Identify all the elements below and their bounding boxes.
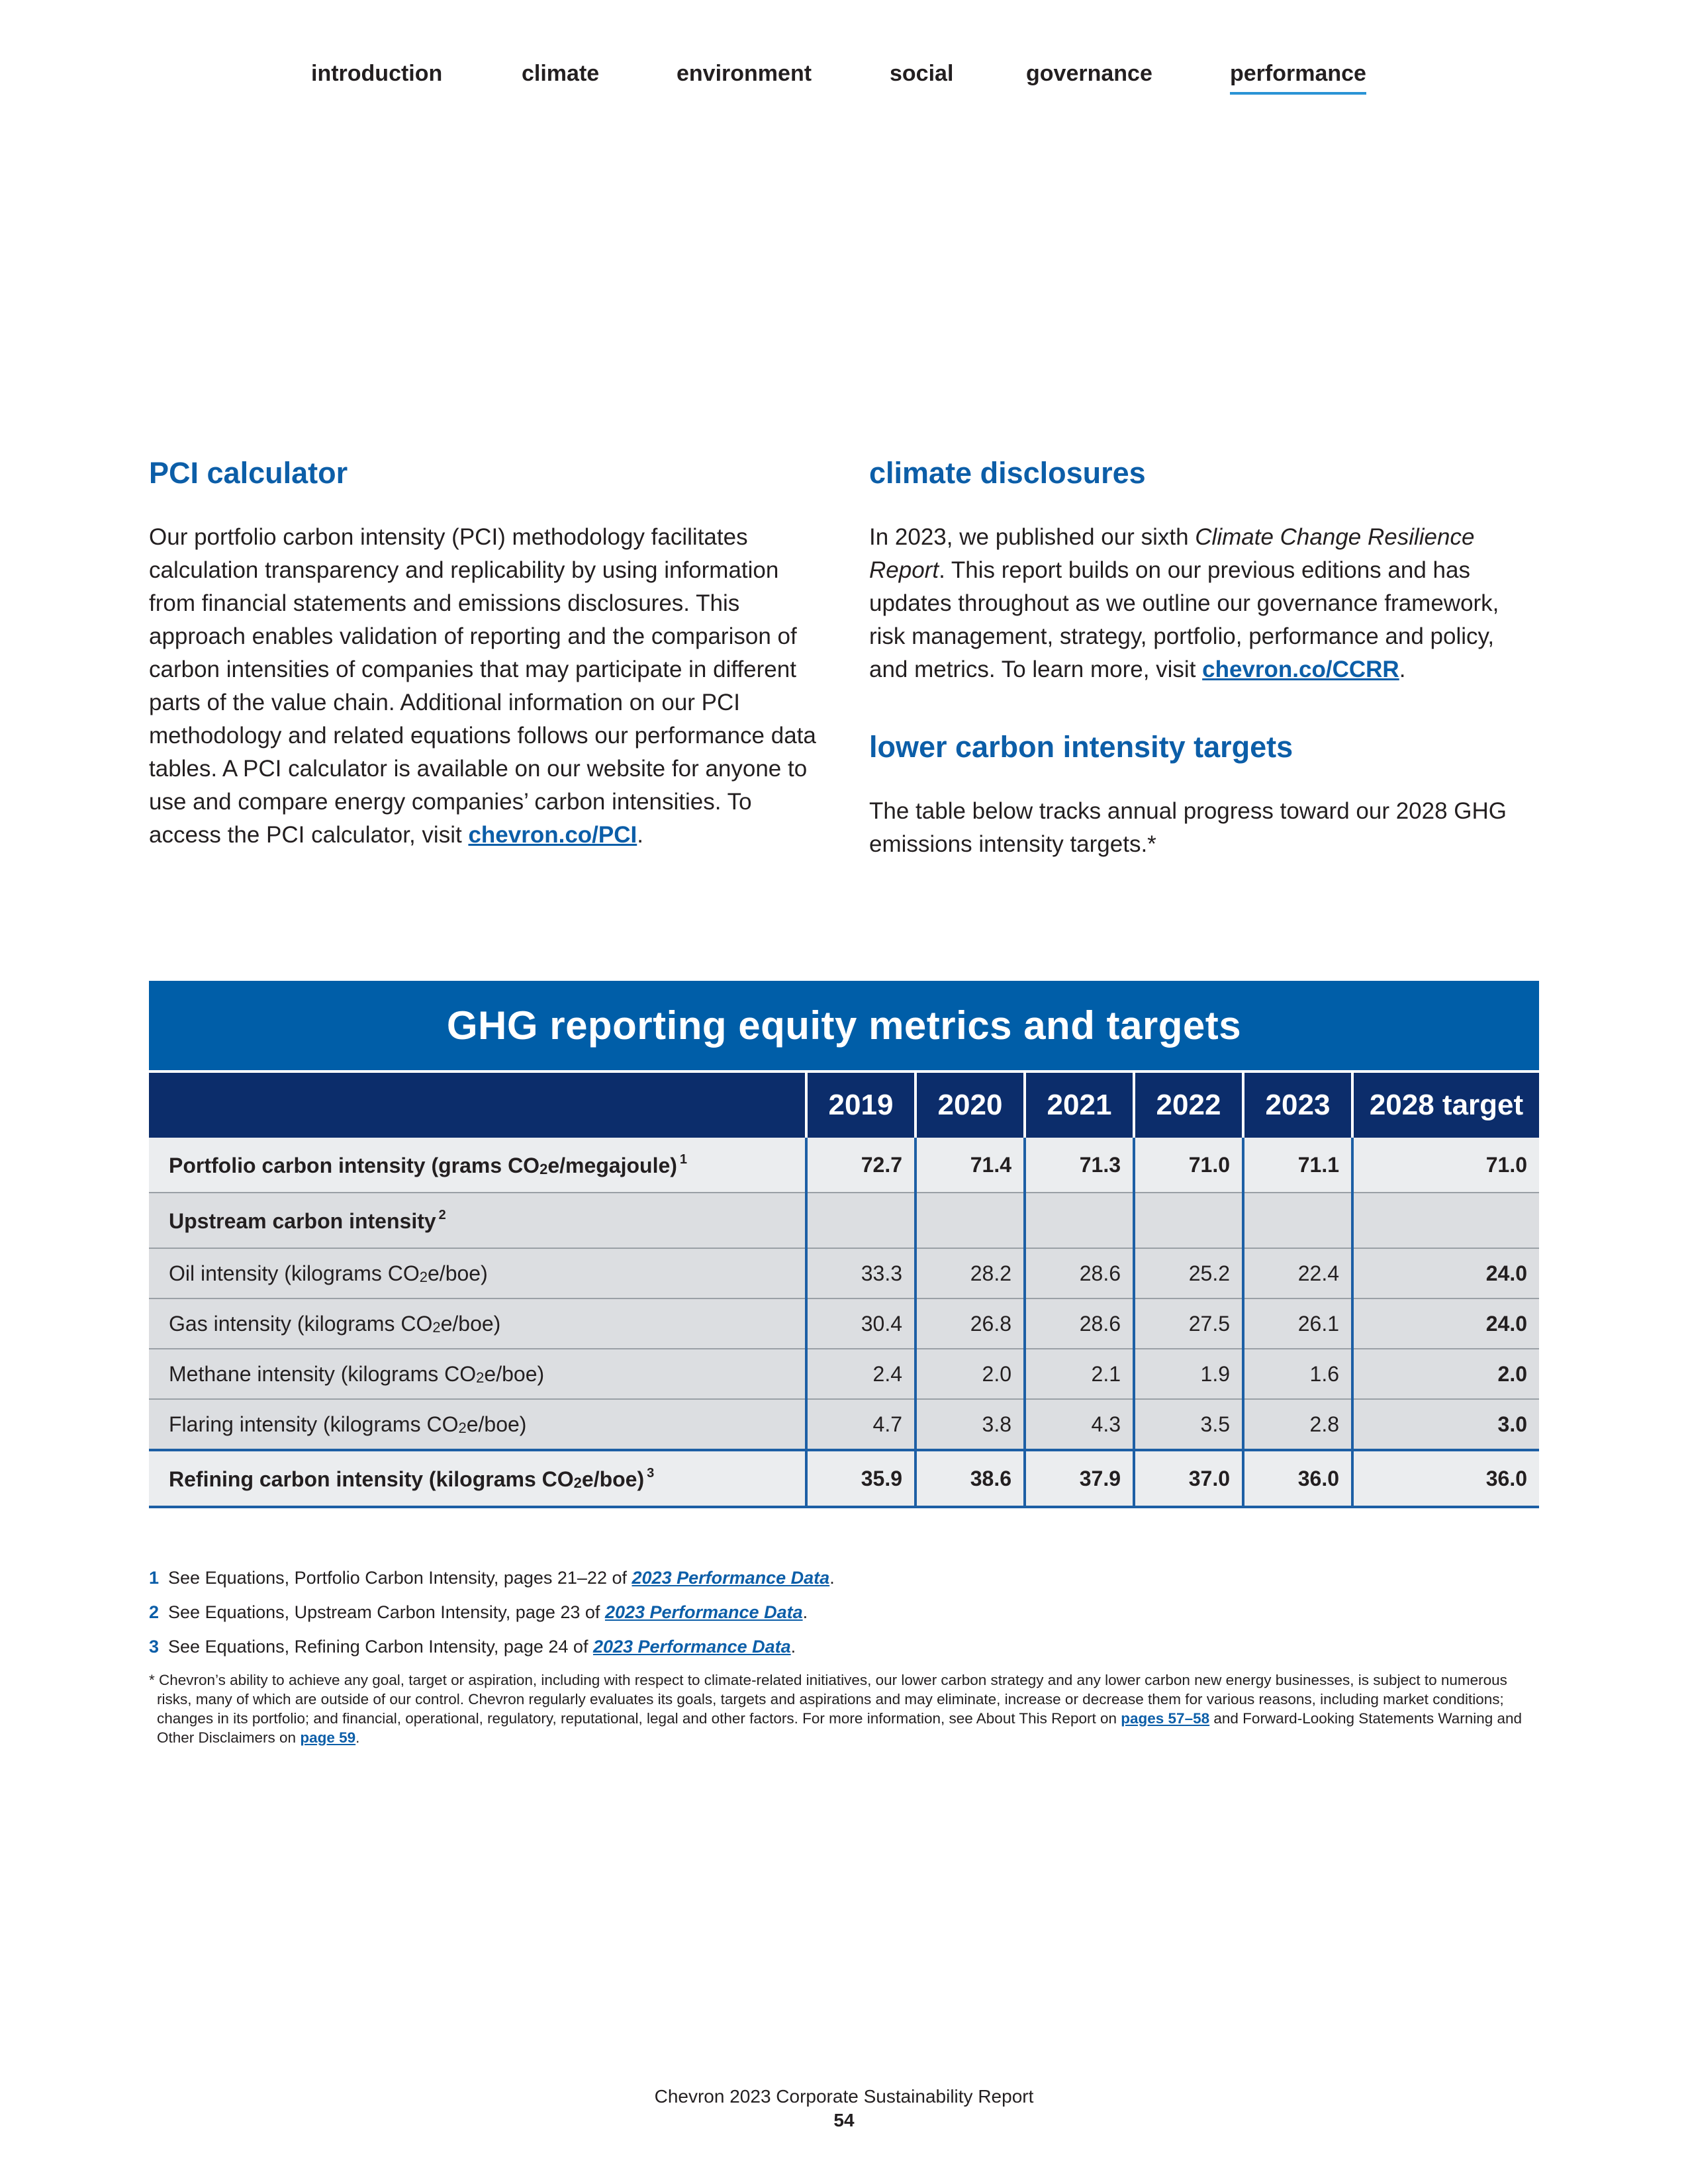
row-label-unit: e/boe) bbox=[581, 1467, 645, 1491]
value-cell: 71.3 bbox=[1025, 1138, 1134, 1193]
value-cell: 24.0 bbox=[1352, 1298, 1539, 1349]
disclaimer-end: . bbox=[355, 1729, 360, 1746]
disclaimer-link-about[interactable]: pages 57–58 bbox=[1121, 1710, 1210, 1727]
footnote-text: See Equations, Portfolio Carbon Intensity, pages 21–22 of bbox=[168, 1568, 627, 1588]
value-cell: 1.6 bbox=[1243, 1349, 1352, 1399]
value-cell: 28.6 bbox=[1025, 1298, 1134, 1349]
page-number: 54 bbox=[833, 2110, 855, 2130]
table-row bbox=[149, 1349, 1539, 1399]
row-label bbox=[149, 1193, 806, 1248]
row-label-unit: e/boe) bbox=[440, 1311, 501, 1336]
footnote-3 bbox=[149, 1629, 1539, 1664]
disclaimer-link-disclaimers[interactable]: page 59 bbox=[300, 1729, 356, 1746]
value-cell: 71.1 bbox=[1243, 1138, 1352, 1193]
subscript-2: 2 bbox=[539, 1160, 548, 1177]
value-cell: 37.0 bbox=[1134, 1450, 1243, 1507]
footnote-link[interactable]: 2023 Performance Data bbox=[632, 1568, 830, 1588]
value-cell: 35.9 bbox=[806, 1450, 915, 1507]
footnote-1 bbox=[149, 1561, 1539, 1595]
value-cell: 24.0 bbox=[1352, 1248, 1539, 1298]
value-cell: 3.0 bbox=[1352, 1399, 1539, 1450]
ghg-metrics-table bbox=[149, 981, 1539, 1508]
subscript-2: 2 bbox=[476, 1369, 485, 1386]
value-cell: 33.3 bbox=[806, 1248, 915, 1298]
value-cell: 22.4 bbox=[1243, 1248, 1352, 1298]
pci-heading: PCI calculator bbox=[149, 456, 348, 490]
pci-body-end: . bbox=[637, 822, 643, 848]
value-cell: 26.1 bbox=[1243, 1298, 1352, 1349]
footnote-marker: 1 bbox=[679, 1152, 688, 1167]
value-cell: 28.6 bbox=[1025, 1248, 1134, 1298]
metrics-table bbox=[149, 1070, 1539, 1508]
value-cell: 71.0 bbox=[1134, 1138, 1243, 1193]
value-cell bbox=[806, 1193, 915, 1248]
row-label-unit: e/boe) bbox=[466, 1412, 527, 1436]
footnote-link[interactable]: 2023 Performance Data bbox=[592, 1637, 791, 1657]
value-cell: 38.6 bbox=[915, 1450, 1025, 1507]
row-label-text: Gas intensity (kilograms CO bbox=[169, 1311, 433, 1336]
ccrr-title: Climate Change Resilience Report bbox=[869, 524, 1475, 583]
row-label bbox=[149, 1248, 806, 1298]
lower-carbon-body: The table below tracks annual progress toward our 2028 GHG emissions intensity targets.* bbox=[869, 798, 1507, 857]
value-cell: 72.7 bbox=[806, 1138, 915, 1193]
climate-disclosures-section bbox=[869, 453, 1538, 861]
footnote-text: See Equations, Upstream Carbon Intensity, page 23 of bbox=[168, 1602, 600, 1622]
row-label-text: Methane intensity (kilograms CO bbox=[169, 1361, 477, 1386]
ccrr-post: . This report builds on our previous editions and has updates throughout as we outline our governance framework, risk management, strategy, portfolio, performance and policy, and metrics. To learn more, visit bbox=[869, 557, 1499, 682]
table-title: GHG reporting equity metrics and targets bbox=[149, 981, 1539, 1070]
lower-carbon-heading: lower carbon intensity targets bbox=[869, 730, 1293, 764]
row-label-text: Refining carbon intensity (kilograms CO bbox=[169, 1467, 574, 1491]
row-label bbox=[149, 1399, 806, 1450]
top-nav bbox=[0, 61, 1688, 101]
climate-disclosures-body bbox=[869, 521, 1538, 686]
pci-calculator-section bbox=[149, 453, 818, 852]
footer-title: Chevron 2023 Corporate Sustainability Report bbox=[654, 2086, 1034, 2107]
footnote-end: . bbox=[802, 1602, 808, 1622]
row-label-unit: e/megajoule) bbox=[547, 1153, 677, 1177]
disclaimer-mid: and Forward-Looking Statements Warning and Other Disclaimers on bbox=[157, 1710, 1523, 1746]
nav-governance[interactable]: governance bbox=[1026, 61, 1152, 86]
header-2021: 2021 bbox=[1025, 1071, 1134, 1138]
table-row bbox=[149, 1248, 1539, 1298]
value-cell bbox=[1025, 1193, 1134, 1248]
value-cell: 36.0 bbox=[1352, 1450, 1539, 1507]
row-label-text: Portfolio carbon intensity (grams CO bbox=[169, 1153, 540, 1177]
header-2020: 2020 bbox=[915, 1071, 1025, 1138]
value-cell: 2.1 bbox=[1025, 1349, 1134, 1399]
ccrr-pre: In 2023, we published our sixth bbox=[869, 524, 1189, 550]
climate-disclosures-heading: climate disclosures bbox=[869, 456, 1146, 490]
footnote-link[interactable]: 2023 Performance Data bbox=[604, 1602, 803, 1622]
footnote-number: 2 bbox=[149, 1602, 160, 1622]
pci-body bbox=[149, 521, 818, 852]
row-label-text: Oil intensity (kilograms CO bbox=[169, 1261, 420, 1285]
value-cell bbox=[1134, 1193, 1243, 1248]
subscript-2: 2 bbox=[432, 1318, 441, 1336]
disclaimer-text: * Chevron’s ability to achieve any goal, target or aspiration, including with respect to climate-related initiatives, our lower carbon strategy and any lower carbon new energy businesses, is subject to numerous risks, many of which are outside of our control. Chevron regularly evaluates its goals, targets and aspirations and may eliminate, increase or decrease them for various reasons, including market conditions; changes in its portfolio; and financial, operational, regulatory, reputational, legal and other factors. For more information, see About This Report on bbox=[149, 1672, 1507, 1727]
table-row bbox=[149, 1399, 1539, 1450]
footnote-end: . bbox=[790, 1637, 796, 1657]
ccrr-end: . bbox=[1399, 657, 1406, 682]
table-row bbox=[149, 1450, 1539, 1507]
subscript-2: 2 bbox=[573, 1474, 582, 1491]
header-label bbox=[149, 1071, 806, 1138]
value-cell bbox=[1243, 1193, 1352, 1248]
value-cell: 3.8 bbox=[915, 1399, 1025, 1450]
header-2022: 2022 bbox=[1134, 1071, 1243, 1138]
row-label-unit: e/boe) bbox=[428, 1261, 488, 1285]
row-label-unit: e/boe) bbox=[484, 1361, 545, 1386]
footnote-end: . bbox=[829, 1568, 835, 1588]
header-2019: 2019 bbox=[806, 1071, 915, 1138]
value-cell: 37.9 bbox=[1025, 1450, 1134, 1507]
row-label-text: Flaring intensity (kilograms CO bbox=[169, 1412, 459, 1436]
footnote-2 bbox=[149, 1595, 1539, 1629]
ccrr-link[interactable]: chevron.co/CCRR bbox=[1202, 657, 1399, 682]
row-label bbox=[149, 1138, 806, 1193]
pci-body-text: Our portfolio carbon intensity (PCI) methodology facilitates calculation transparency and replicability by using information from financial statements and emissions disclosures. This approach enables validation of reporting and the comparison of carbon intensities of companies that may participate in different parts of the value chain. Additional information on our PCI methodology and related equations follows our performance data tables. A PCI calculator is available on our website for anyone to use and compare energy companies’ carbon intensities. To access the PCI calculator, visit bbox=[149, 524, 816, 848]
table-row bbox=[149, 1138, 1539, 1193]
value-cell: 30.4 bbox=[806, 1298, 915, 1349]
nav-performance[interactable]: performance bbox=[1230, 61, 1366, 95]
table-row bbox=[149, 1298, 1539, 1349]
footnote-text: See Equations, Refining Carbon Intensity, page 24 of bbox=[168, 1637, 588, 1657]
value-cell: 3.5 bbox=[1134, 1399, 1243, 1450]
value-cell: 71.4 bbox=[915, 1138, 1025, 1193]
value-cell: 36.0 bbox=[1243, 1450, 1352, 1507]
table-header-row bbox=[149, 1071, 1539, 1138]
row-label bbox=[149, 1298, 806, 1349]
footnote-marker: 3 bbox=[647, 1465, 655, 1480]
value-cell: 1.9 bbox=[1134, 1349, 1243, 1399]
footnote-number: 1 bbox=[149, 1568, 160, 1588]
value-cell bbox=[915, 1193, 1025, 1248]
nav-climate[interactable]: climate bbox=[522, 61, 600, 86]
footnotes bbox=[149, 1561, 1539, 1747]
value-cell: 28.2 bbox=[915, 1248, 1025, 1298]
value-cell: 26.8 bbox=[915, 1298, 1025, 1349]
header-2028-target: 2028 target bbox=[1352, 1071, 1539, 1138]
value-cell bbox=[1352, 1193, 1539, 1248]
value-cell: 4.7 bbox=[806, 1399, 915, 1450]
value-cell: 4.3 bbox=[1025, 1399, 1134, 1450]
row-label bbox=[149, 1349, 806, 1399]
pci-link[interactable]: chevron.co/PCI bbox=[468, 822, 637, 848]
nav-environment[interactable]: environment bbox=[677, 61, 812, 86]
value-cell: 2.4 bbox=[806, 1349, 915, 1399]
page-footer bbox=[0, 2085, 1688, 2132]
value-cell: 2.8 bbox=[1243, 1399, 1352, 1450]
disclaimer bbox=[149, 1670, 1539, 1747]
nav-introduction[interactable]: introduction bbox=[311, 61, 443, 86]
value-cell: 2.0 bbox=[1352, 1349, 1539, 1399]
value-cell: 25.2 bbox=[1134, 1248, 1243, 1298]
row-label-text: Upstream carbon intensity bbox=[169, 1208, 436, 1233]
value-cell: 27.5 bbox=[1134, 1298, 1243, 1349]
value-cell: 2.0 bbox=[915, 1349, 1025, 1399]
nav-social[interactable]: social bbox=[890, 61, 954, 86]
table-row bbox=[149, 1193, 1539, 1248]
subscript-2: 2 bbox=[458, 1419, 467, 1436]
row-label bbox=[149, 1450, 806, 1507]
header-2023: 2023 bbox=[1243, 1071, 1352, 1138]
footnote-marker: 2 bbox=[438, 1207, 446, 1222]
subscript-2: 2 bbox=[419, 1268, 428, 1285]
value-cell: 71.0 bbox=[1352, 1138, 1539, 1193]
footnote-number: 3 bbox=[149, 1637, 160, 1657]
